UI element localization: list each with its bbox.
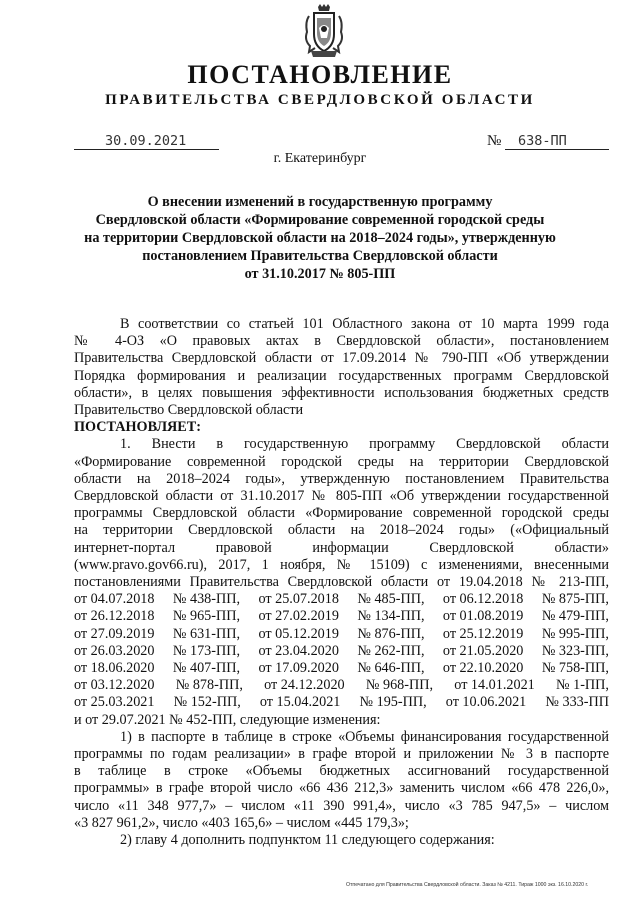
amendment-number: № 995-ПП, (541, 625, 609, 642)
text-line: В соответствии со статьей 101 Областного закона от 10 марта 1999 года (120, 316, 609, 332)
amendment-date: от 01.08.2019 (442, 608, 524, 625)
heading-line: постановлением Правительства Свердловской области (142, 248, 498, 264)
issuing-body: ПРАВИТЕЛЬСТВА СВЕРДЛОВСКОЙ ОБЛАСТИ (105, 92, 535, 108)
amendment-row (74, 643, 609, 660)
amendment-date: от 25.03.2021 (74, 694, 155, 711)
amendment-number: № 438-ПП, (172, 591, 241, 608)
amendment-row (74, 626, 609, 643)
text-line: на территории Свердловской области на 2018–2024 годы» («Официальный (74, 522, 609, 539)
text-line: 1. Внести в государственную программу Свердловской области (120, 436, 609, 453)
amendment-number: № 965-ПП, (172, 608, 241, 625)
amendment-row (74, 660, 609, 677)
text-line: число «11 348 977,7» – числом «11 390 991,4», число «3 785 947,5» – числом (74, 797, 609, 814)
amendment-number: № 323-ПП, (541, 642, 609, 659)
amendment-number: № 262-ПП, (357, 642, 425, 659)
text-line: Правительства Свердловской области от 17.09.2014 № 790-ПП «Об утверждении (74, 350, 609, 367)
amendment-number: № 173-ПП, (172, 642, 241, 659)
amendment-number: № 631-ПП, (172, 625, 241, 642)
amendment-date: от 03.12.2020 (74, 677, 155, 694)
text-line: «Формирование современной городской среды на территории Свердловской (74, 453, 609, 470)
amendment-row (74, 677, 609, 694)
text-line: 1) в паспорте в таблице в строке «Объемы финансирования государственной (120, 728, 609, 745)
print-footer: Отпечатано для Правительства Свердловской области. Заказ № 4211. Тираж 1000 экз. 16.10.2020 г. (346, 882, 589, 888)
amendment-row (74, 608, 609, 625)
amendment-number: № 485-ПП, (357, 591, 425, 608)
amendment-date: от 14.01.2021 (454, 677, 535, 694)
amendment-number: № 152-ПП, (173, 694, 241, 711)
text-line: области на 2018–2024 годы», утвержденную постановлением Правительства (74, 470, 609, 487)
amendment-number: № 1-ПП, (556, 677, 609, 694)
decree-word: ПОСТАНОВЛЯЕТ: (74, 419, 201, 436)
text-line: (www.pravo.gov66.ru), 2017, 1 ноября, № 15109) с изменениями, внесенными (74, 556, 609, 573)
document-number: 638-ПП (518, 133, 567, 149)
coat-of-arms-emblem (301, 4, 347, 60)
amendment-date: от 27.02.2019 (258, 608, 339, 625)
amendment-number: № 333-ПП (545, 694, 609, 711)
text-line: программы по годам реализации» в графе второй и приложении № 3 в паспорте (74, 746, 609, 763)
text-line: постановлениями Правительства Свердловской области от 19.04.2018 № 213-ПП, (74, 574, 609, 591)
text-line: в таблице в строке «Объемы бюджетных ассигнований государственной (74, 763, 609, 780)
text-line: Порядка формирования и реализации государственных программ Свердловской (74, 367, 609, 384)
amendment-number: № 134-ПП, (357, 608, 425, 625)
amendment-number: № 646-ПП, (357, 660, 425, 677)
heading-line: О внесении изменений в государственную программу (147, 194, 493, 210)
document-city: г. Екатеринбург (273, 151, 367, 166)
amendment-number: № 479-ПП, (541, 608, 609, 625)
number-label: № (487, 133, 502, 149)
amendment-number: № 878-ПП, (175, 677, 243, 694)
amendment-row (74, 694, 609, 711)
amendment-date: от 23.04.2020 (258, 642, 339, 659)
text-line: 2) главу 4 дополнить подпунктом 11 следующего содержания: (120, 832, 495, 849)
amendment-number: № 876-ПП, (357, 625, 425, 642)
amendment-date: от 26.12.2018 (74, 608, 155, 625)
amendment-date: от 25.12.2019 (442, 625, 524, 642)
document-type-title: ПОСТАНОВЛЕНИЕ (187, 60, 453, 89)
amendment-date: от 15.04.2021 (259, 694, 341, 711)
amendment-row (74, 591, 609, 608)
number-underline (505, 149, 609, 150)
text-line: интернет-портал правовой информации Свердловской области» (74, 539, 609, 556)
amendment-date: от 06.12.2018 (442, 591, 524, 608)
amendment-number: № 758-ПП, (541, 660, 609, 677)
amendment-date: от 25.07.2018 (258, 591, 339, 608)
heading-line: от 31.10.2017 № 805-ПП (244, 266, 396, 282)
amendment-number: № 407-ПП, (172, 660, 241, 677)
text-line: программы Свердловской области «Формирование современной городской среды (74, 505, 609, 522)
text-line: области», в целях повышения эффективности использования бюджетных средств (74, 384, 609, 401)
amendment-date: от 04.07.2018 (74, 591, 155, 608)
text-line: Свердловской области от 31.10.2017 № 805-ПП «Об утверждении государственной (74, 488, 609, 505)
heading-line: на территории Свердловской области на 2018–2024 годы», утвержденную (84, 230, 556, 246)
amendment-date: от 17.09.2020 (258, 660, 339, 677)
amendment-date: от 22.10.2020 (442, 660, 524, 677)
amendment-date: от 26.03.2020 (74, 642, 155, 659)
amendment-date: от 10.06.2021 (445, 694, 527, 711)
preamble-paragraph (74, 316, 609, 849)
amendment-date: от 05.12.2019 (258, 625, 339, 642)
heading-line: Свердловской области «Формирование современной городской среды (95, 212, 545, 228)
document-date: 30.09.2021 (105, 133, 187, 149)
amendment-date: от 18.06.2020 (74, 660, 155, 677)
document-heading (70, 193, 570, 283)
text-line: Правительство Свердловской области (74, 402, 304, 419)
amendment-number: № 968-ПП, (365, 677, 434, 694)
text-line: № 4-ОЗ «О правовых актах в Свердловской области», постановлением (74, 333, 609, 350)
amendment-date: от 27.09.2019 (74, 625, 155, 642)
amendment-date: от 24.12.2020 (264, 677, 345, 694)
amendment-number: № 875-ПП, (541, 591, 609, 608)
amendment-date: от 21.05.2020 (442, 642, 524, 659)
amendment-number: № 195-ПП, (359, 694, 427, 711)
text-line: «3 827 961,2», число «403 165,6» – числом «445 179,3»; (74, 814, 409, 831)
text-line: и от 29.07.2021 № 452-ПП, следующие изменения: (74, 711, 381, 728)
date-underline (74, 149, 219, 150)
text-line: программы» в графе второй число «66 436 212,3» заменить числом «66 478 226,0», (74, 780, 609, 797)
